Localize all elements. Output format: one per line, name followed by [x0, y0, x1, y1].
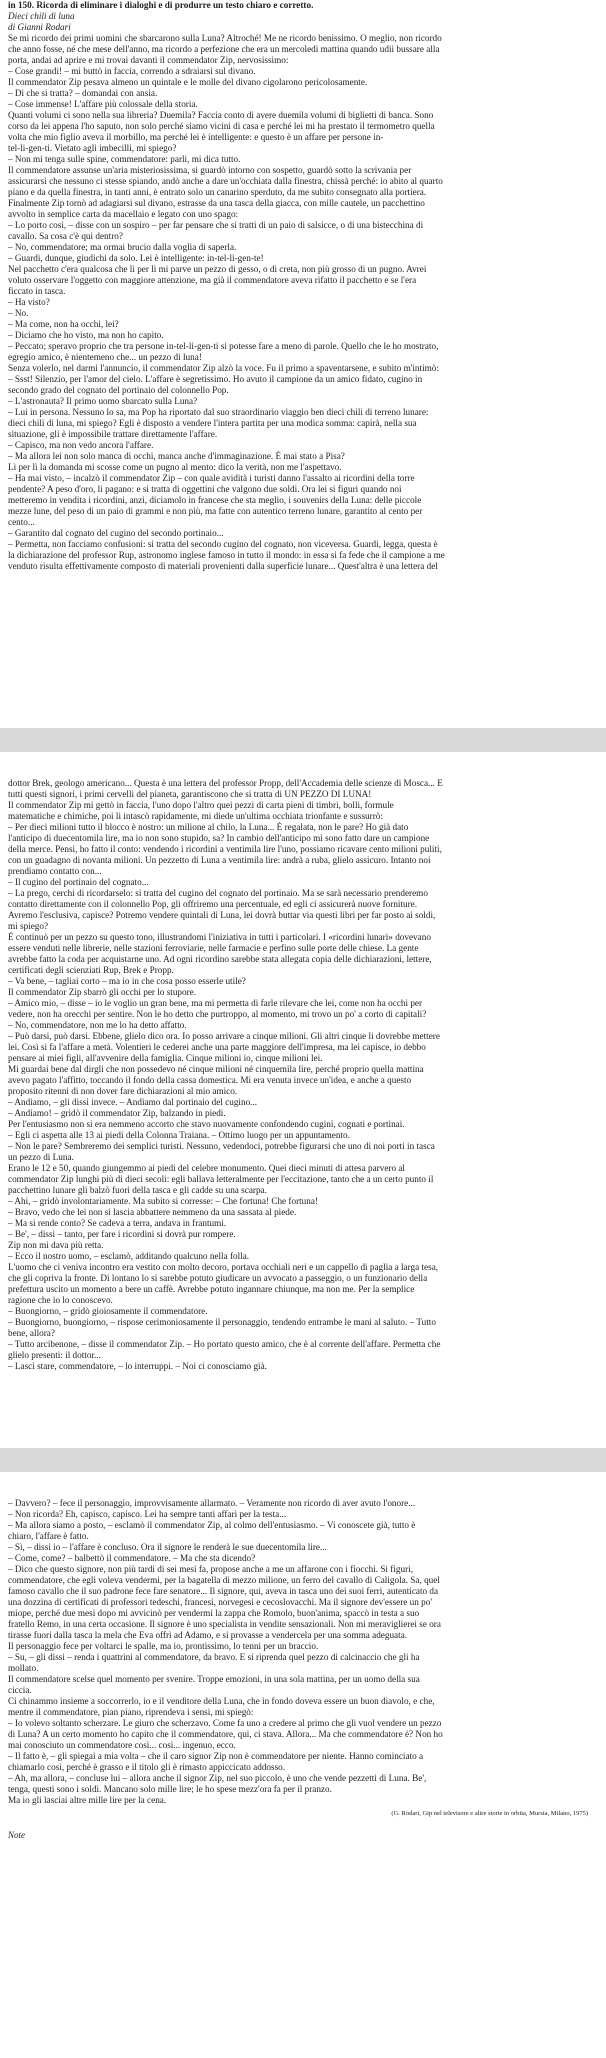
text-line: porta, andai ad aprire e mi trovai davanti il commendator Zip, nervosissimo: [8, 55, 289, 65]
story-title: Dieci chili di luna [8, 11, 75, 21]
text-line: – Andiamo, – gli dissi invece. – Andiamo dal portinaio del cugino... [8, 1097, 258, 1107]
text-line: – Buongiorno, – gridò gioiosamente il commendatore. [8, 1306, 208, 1316]
text-line: l'anticipo di duecentomila lire, ma io non sono stupido, sa? In cambio dell'anticipo mi sono fatto dare un campione [8, 833, 430, 843]
text-line: – Dico che questo signore, non più tardi di sei mesi fa, propose anche a me un affarone con i fiocchi. Si figuri, [8, 1564, 413, 1574]
text-line: Nel pacchetto c'era qualcosa che lì per lì mi parve un pezzo di gesso, o di creta, non più grosso di un pugno. Avrei [8, 264, 427, 274]
text-line: dottor Brek, geologo americano... Questa è una lettera del professor Propp, dell'Accademia delle scienze di Mosca... E [8, 778, 443, 788]
text-line: – Ha visto? [8, 297, 50, 307]
text-line: fratello Remo, in una certa occasione. Il signore è uno specialista in vendite sensazionali. Non mi meraviglierei se ora [8, 1619, 441, 1629]
text-line: Il commendatore assunse un'aria misteriosissima, si guardò intorno con sospetto, guardò sotto la scrivania per [8, 165, 412, 175]
text-line: voluto osservare l'oggetto con maggiore attenzione, ma già il commendatore aveva rifatto il pacchetto e se l'era [8, 275, 417, 285]
text-line: – Tutto arcibenone, – disse il commendator Zip. – Ho portato questo amico, che è al corrente dell'affare. Permetta che [8, 1339, 441, 1349]
text-line: che anno fosse, né che mese dell'anno, ma ricordo a perfezione che era un mercoledì mattina quando udii bussare alla [8, 44, 440, 54]
text-line: – Sì, – dissi io – l'affare è concluso. Ora il signore le renderà le sue duecentomila lire... [8, 1542, 327, 1552]
text-line: – No. [8, 308, 29, 318]
text-line: Finalmente Zip tornò ad adagiarsi sul divano, estrasse da una tasca della giacca, con mille cautele, un pacchettino [8, 198, 425, 208]
text-line: tutti questi signori, i primi cervelli del pianeta, garantiscono che si tratta di UN PEZZO DI LUNA! [8, 789, 372, 799]
text-line: Quanti volumi ci sono nella sua libreria? Duemila? Faccia conto di avere duemila volumi di biglietti di banca. Sono [8, 110, 434, 120]
text-line: una dozzina di certificati di professori tedeschi, francesi, norvegesi e cecoslovacchi. Ma il signore dev'essere un po' [8, 1597, 432, 1607]
text-line: glielo presenti: il dottor... [8, 1350, 101, 1360]
text-line: Il commendatore scelse quel momento per svenire. Troppe emozioni, in una sola mattina, per un uomo della sua [8, 1674, 420, 1684]
text-line: – Ecco il nostro uomo, – esclamò, additando qualcuno nella folla. [8, 1251, 250, 1261]
text-line: cento... [8, 517, 35, 527]
text-line: – Ah, ma allora, – concluse lui – allora anche il signor Zip, nel suo piccolo, è uno che vende pezzetti di Luna. Be', [8, 1773, 427, 1783]
text-line: bene, allora? [8, 1328, 55, 1338]
text-line: – Lo porto così, – disse con un sospiro – per far pensare che si tratti di un paio di salsicce, o di una bistecchina di [8, 220, 424, 230]
text-line: con un guadagno di novanta milioni. Un pezzetto di Luna a ventimila lire: andrà a ruba, glielo assicuro. Intanto noi [8, 855, 431, 865]
text-line: – Non mi tenga sulle spine, commendatore: parli, mi dica tutto. [8, 154, 241, 164]
text-line: Avremo l'esclusiva, capisce? Potremo vendere quintali di Luna, lei dovrà buttar via questi libri per far posto ai soldi, [8, 910, 436, 920]
text-line: piano e da quella finestra, in tanti anni, è entrato solo un canarino sperduto, da me subito consegnato alla portiera. [8, 187, 427, 197]
text-line: Lì per lì la domanda mi scosse come un pugno al mento: dico la verità, non me l'aspettavo. [8, 462, 342, 472]
page-3 [0, 1472, 606, 2058]
text-line: cavallo. Sa cosa c'è qui dentro? [8, 231, 123, 241]
text-line: – Ma allora siamo a posto, – esclamò il commendator Zip, al colmo dell'entusiasmo. – Vi conoscete già, tutto è [8, 1520, 416, 1530]
text-line: Ci chinammo insieme a soccorrerlo, io e il venditore della Luna, che in fondo doveva essere un buon diavolo, e che, [8, 1696, 435, 1706]
text-line: – Di che si tratta? – domandai con ansia. [8, 88, 158, 98]
text-line: – No, commendatore, non me lo ha detto affatto. [8, 1020, 187, 1030]
text-line: – Buongiorno, buongiorno, – rispose cerimoniosamente il personaggio, tendendo entrambe le mani al saluto. – Tutto [8, 1317, 436, 1327]
text-line: famoso cavallo che il suo padrone fece fare senatore... Il signore, qui, aveva in tasca uno dei suoi ferri, autenticato da [8, 1586, 439, 1596]
text-line: della merce. Pensi, ho fatto il conto: vendendo i ricordini a ventimila lire l'uno, possiamo ricavare cento milioni puliti, [8, 844, 442, 854]
text-line: – Guardi, dunque, giudichi da solo. Lei è intelligente: in-tel-li-gen-te! [8, 253, 264, 263]
text-line: – Per dieci milioni tutto il blocco è nostro: un milione al chilo, la Luna... È regalata, non le pare? Ho già dato [8, 822, 409, 832]
text-line: commendator Zip lunghi più di dieci secoli: egli ballava letteralmente per l'eccitazione, tanto che a un certo punto il [8, 1174, 434, 1184]
text-line: Il personaggio fece per voltarci le spalle, ma io, prontissimo, lo tenni per un braccio. [8, 1641, 319, 1651]
text-line: Se mi ricordo dei primi uomini che sbarcarono sulla Luna? Altroché! Me ne ricordo benissimo. O meglio, non ricordo [8, 33, 442, 43]
text-line: prendiamo contatto con... [8, 866, 102, 876]
text-line: – Ssst! Silenzio, per l'amor del cielo. L'affare è segretissimo. Ho avuto il campione da un amico fidato, cugino in [8, 374, 423, 384]
text-line: dieci chili di luna, mi spiego? Egli è disposto a vendere l'intera partita per una modica somma: capirà, nella sua [8, 418, 417, 428]
page-2 [0, 752, 606, 1448]
text-line: ficcato in tasca. [8, 286, 66, 296]
text-line: – No, commendatore; ma ormai brucio dalla voglia di saperla. [8, 242, 237, 252]
text-line: – Capisco, ma non vedo ancora l'affare. [8, 440, 154, 450]
note-label: Note [8, 1830, 25, 1840]
text-line: – Ma allora lei non solo manca di occhi, manca anche d'immaginazione. È mai stato a Pisa? [8, 451, 345, 461]
text-line: – Davvero? – fece il personaggio, improvvisamente allarmato. – Veramente non ricordo di aver avuto l'onore... [8, 1498, 416, 1508]
text-line: chiamarlo così, perché è grasso e il titolo gli è rimasto appiccicato addosso. [8, 1762, 286, 1772]
text-line: – Ma come, non ha occhi, lei? [8, 319, 119, 329]
text-line: – Ma si rende conto? Se cadeva a terra, andava in frantumi. [8, 1218, 227, 1228]
text-line: pendente? A peso d'oro, li pagano: e si tratta di oggettini che valgono due soldi. Ora lei si figuri quando noi [8, 484, 402, 494]
page-3-text [8, 1498, 598, 1806]
text-line: mezze lune, del peso di un paio di grammi e non più, ma fatte con autentico terreno lunare, garantito al cento per [8, 506, 423, 516]
text-line: pacchettino lunare gli balzò fuori della tasca e gli cadde su una scarpa. [8, 1185, 267, 1195]
page-2-text [8, 778, 598, 1372]
text-line: chiaro, l'affare è fatto. [8, 1531, 89, 1541]
exercise-heading: in 150. Ricorda di eliminare i dialoghi e di produrre un testo chiaro e corretto. [8, 0, 314, 10]
text-line: venduto risulta effettivamente composto di materiali provenienti dalla superficie lunare... Quest'altra è una lettera del [8, 561, 438, 571]
text-line: – Può darsi, può darsi. Ebbene, glielo dico ora. Io posso arrivare a cinque milioni. Gli altri cinque li dovrebbe mettere [8, 1031, 440, 1041]
text-line: Zip non mi dava più retta. [8, 1240, 104, 1250]
text-line: avrebbe fatto la coda per acquistarne uno. Ad ogni ricordino sarebbe stata allegata copia delle dichiarazioni, lettere, [8, 954, 432, 964]
text-line: – Permetta, non facciamo confusioni: si tratta del secondo cugino del cognato, non viceversa. Guardi, legga, questa è [8, 539, 438, 549]
text-line: mai conosciuto un commendatore così... così... ingenuo, ecco. [8, 1740, 236, 1750]
text-line: mollato. [8, 1663, 39, 1673]
text-line: contatto direttamente con il colonnello Pop, gli offriremo una percentuale, ed egli ci assicurerà nuove forniture. [8, 899, 418, 909]
text-line: miope, perché due mesi dopo mi avvicinò per vendermi la zappa che Romolo, buon'anima, spaccò in testa a suo [8, 1608, 420, 1618]
page-1-text [8, 33, 598, 572]
text-line: un pezzo di Luna. [8, 1152, 74, 1162]
text-line: lei. Così si fa l'affare a metà. Volentieri le cederei anche una parte maggiore dell'impresa, ma lei capisce, io debbo [8, 1042, 426, 1052]
text-line: – Diciamo che ho visto, ma non ho capito. [8, 330, 164, 340]
text-line: avvolto in semplice carta da macellaio e legato con uno spago: [8, 209, 239, 219]
text-line: mi spiego? [8, 921, 49, 931]
text-line: – Ahi, – gridò involontariamente. Ma subito si corresse: – Che fortuna! Che fortuna! [8, 1196, 319, 1206]
text-line: tirasse fuori dalla tasca la mela che Eva offrì ad Adamo, e si provasse a vendercela per una somma adeguata. [8, 1630, 408, 1640]
text-line: prefettura uscito un momento a bere un caffè. Avrebbe potuto ingannare chiunque, ma non me. Per la semplice [8, 1284, 415, 1294]
text-line: – Cose immense! L'affare più colossale della storia. [8, 99, 198, 109]
text-line: – Peccato; speravo proprio che tra persone in-tel-li-gen-ti si potesse fare a meno di parole. Quello che le ho mostrato, [8, 341, 439, 351]
text-line: – Ha mai visto, – incalzò il commendator Zip – con quale avidità i turisti danno l'assalto ai ricordini della torre [8, 473, 415, 483]
text-line: pensare ai miei figli, all'avvenire della famiglia. Cinque milioni io, cinque milioni lei. [8, 1053, 323, 1063]
source-citation: (G. Rodari, Gip nel televisore e altre storie in orbita, Mursia, Milano, 1975) [391, 1810, 588, 1817]
text-line: Il commendator Zip pesava almeno un quintale e le molle del divano cigolarono pericolosamente. [8, 77, 368, 87]
text-line: – Il fatto è, – gli spiegai a mia volta – che il caro signor Zip non è commendatore per niente. Hanno cominciato a [8, 1751, 424, 1761]
text-line: egregio amico, è nientemeno che... un pezzo di luna! [8, 352, 202, 362]
text-line: – Bravo, vedo che lei non si lascia abbattere nemmeno da una sassata al piede. [8, 1207, 297, 1217]
text-line: È continuò per un pezzo su questo tono, illustrandomi l'iniziativa in tutti i particolari. I «ricordini lunari» dovevano [8, 932, 431, 942]
text-line: Mi guardai bene dal dirgli che non possedevo né cinque milioni né cinquemila lire, perché proprio quella mattina [8, 1064, 424, 1074]
text-line: secondo grado del cognato del portinaio del colonnello Pop. [8, 385, 229, 395]
text-line: la dichiarazione del professor Rup, astronomo inglese famoso in tutto il mondo: in essa si fa fede che il campione a me [8, 550, 445, 560]
text-line: essere venduti nelle librerie, nelle stazioni ferroviarie, nelle farmacie e perfino sulle porte delle chiese. La gente [8, 943, 419, 953]
text-line: Per l'entusiasmo non si era nemmeno accorto che stavo nuovamente confondendo cugini, cognati e portinai. [8, 1119, 405, 1129]
text-line: – Non le pare? Sembreremo dei semplici turisti. Nessuno, vedendoci, potrebbe figurarsi che uno di noi porti in tasca [8, 1141, 435, 1151]
text-line: – La prego, cerchi di ricordarselo: si tratta del cugino del cognato del portinaio. Ma se sarà necessario prenderemo [8, 888, 428, 898]
text-line: di Luna? A un certo momento ho capito che il commendatore, qui, ci stava. Allora... Ma che commendatore è? Non ho [8, 1729, 443, 1739]
text-line: Senza volerlo, nel darmi l'annuncio, il commendator Zip alzò la voce. Fu il primo a spaventarsene, e subito m'intimò: [8, 363, 439, 373]
text-line: tenga, questi sono i soldi. Mancano solo mille lire; le ho spese mezz'ora fa per il pranzo. [8, 1784, 332, 1794]
text-line: che gli copriva la fronte. Di lontano lo si sarebbe potuto giudicare un avvocato a passeggio, o un funzionario della [8, 1273, 428, 1283]
text-line: – Lui in persona. Nessuno lo sa, ma Pop ha riportato dal suo straordinario viaggio ben dieci chili di terreno lunare: [8, 407, 429, 417]
text-line: situazione, gli è impossibile trattare direttamente l'affare. [8, 429, 218, 439]
page-1 [0, 0, 606, 728]
text-line: tel-li-gen-ti. Vietato agli imbecilli, mi spiego? [8, 143, 177, 153]
text-line: – Come, come? – balbettò il commendatore. – Ma che sta dicendo? [8, 1553, 256, 1563]
text-line: – Garantito dal cognato del cugino del secondo portinaio... [8, 528, 224, 538]
text-line: metteremo in vendita i ricordini, anzi, diciamolo in francese che sta meglio, i souvenirs della Luna: delle piccole [8, 495, 422, 505]
story-author: di Gianni Rodari [8, 22, 71, 32]
text-line: – Egli ci aspetta alle 13 ai piedi della Colonna Traiana. – Ottimo luogo per un appuntamento. [8, 1130, 350, 1140]
text-line: mentre il commendatore, pian piano, riprendeva i sensi, mi spiegò: [8, 1707, 254, 1717]
text-line: corso da lei appena l'ho saputo, non solo perché siamo vicini di casa e perché lei mi ha prestato il termometro quella [8, 121, 435, 131]
text-line: certificati degli scienziati Rup, Brek e Propp. [8, 965, 174, 975]
text-line: avevo pagato l'affitto, toccando il fondo della cassa domestica. Mi era venuta invece un'idea, e anche a questo [8, 1075, 412, 1085]
text-line: Ma io gli lasciai altre mille lire per la cena. [8, 1795, 167, 1805]
text-line: – Va bene, – tagliai corto – ma io in che cosa posso esserle utile? [8, 976, 246, 986]
text-line: – Io volevo soltanto scherzare. Le giuro che scherzavo. Come fa uno a credere al primo che gli vuol vendere un pezzo [8, 1718, 442, 1728]
text-line: matematiche e chimiche, poi li intascò rapidamente, mi diede un'ultima occhiata trionfante e sussurrò: [8, 811, 383, 821]
text-line: – Non ricorda? Eh, capisco, capisco. Lei ha sempre tanti affari per la testa... [8, 1509, 287, 1519]
text-line: – Il cugino del portinaio del cognato... [8, 877, 149, 887]
text-line: volta che mio figlio aveva il morbillo, ma perché lei è intelligente: e questo è un affare per persone in- [8, 132, 384, 142]
text-line: commendatore, che egli voleva vendermi, per la bagatella di mezzo milione, un ferro del cavallo di Caligola. Sa, quel [8, 1575, 440, 1585]
text-line: – L'astronauta? Il primo uomo sbarcato sulla Luna? [8, 396, 198, 406]
text-line: ciccia. [8, 1685, 32, 1695]
text-line: – Lasci stare, commendatore, – lo interruppi. – Noi ci conosciamo già. [8, 1361, 267, 1371]
text-line: – Be', – dissi – tanto, per fare i ricordini si dovrà pur rompere. [8, 1229, 236, 1239]
text-line: proposito ritenni di non dover fare dichiarazioni al mio amico. [8, 1086, 238, 1096]
text-line: – Amico mio, – disse – io le voglio un gran bene, ma mi permetta di farle rilevare che lei, come non ha occhi per [8, 998, 423, 1008]
text-line: Il commendator Zip mi gettò in faccia, l'uno dopo l'altro quei pezzi di carta pieni di timbri, bolli, formule [8, 800, 394, 810]
text-line: – Cose grandi! – mi buttò in faccia, correndo a sdraiarsi sul divano. [8, 66, 256, 76]
text-line: assicurarsi che nessuno ci stesse spiando, andò anche a dare un'occhiata dalla finestra, chissà perché: io abito al quarto [8, 176, 443, 186]
text-line: L'uomo che ci veniva incontro era vestito con molto decoro, portava occhiali neri e un cappello di paglia a larga tesa, [8, 1262, 439, 1272]
text-line: – Su, – gli dissi – renda i quattrini al commendatore, da bravo. E si riprenda quel pezzo di calcinaccio che gli ha [8, 1652, 420, 1662]
text-line: Erano le 12 e 50, quando giungemmo ai piedi del celebre monumento. Quei dieci minuti di attesa parvero al [8, 1163, 405, 1173]
text-line: – Andiamo! – gridò il commendator Zip, balzando in piedi. [8, 1108, 226, 1118]
text-line: ragione che io lo conoscevo. [8, 1295, 113, 1305]
text-line: Il commendator Zip sbarrò gli occhi per lo stupore. [8, 987, 197, 997]
text-line: vedere, non ha orecchi per sentire. Non le ho detto che purtroppo, al momento, mi trovo un po' a corto di capitali? [8, 1009, 427, 1019]
